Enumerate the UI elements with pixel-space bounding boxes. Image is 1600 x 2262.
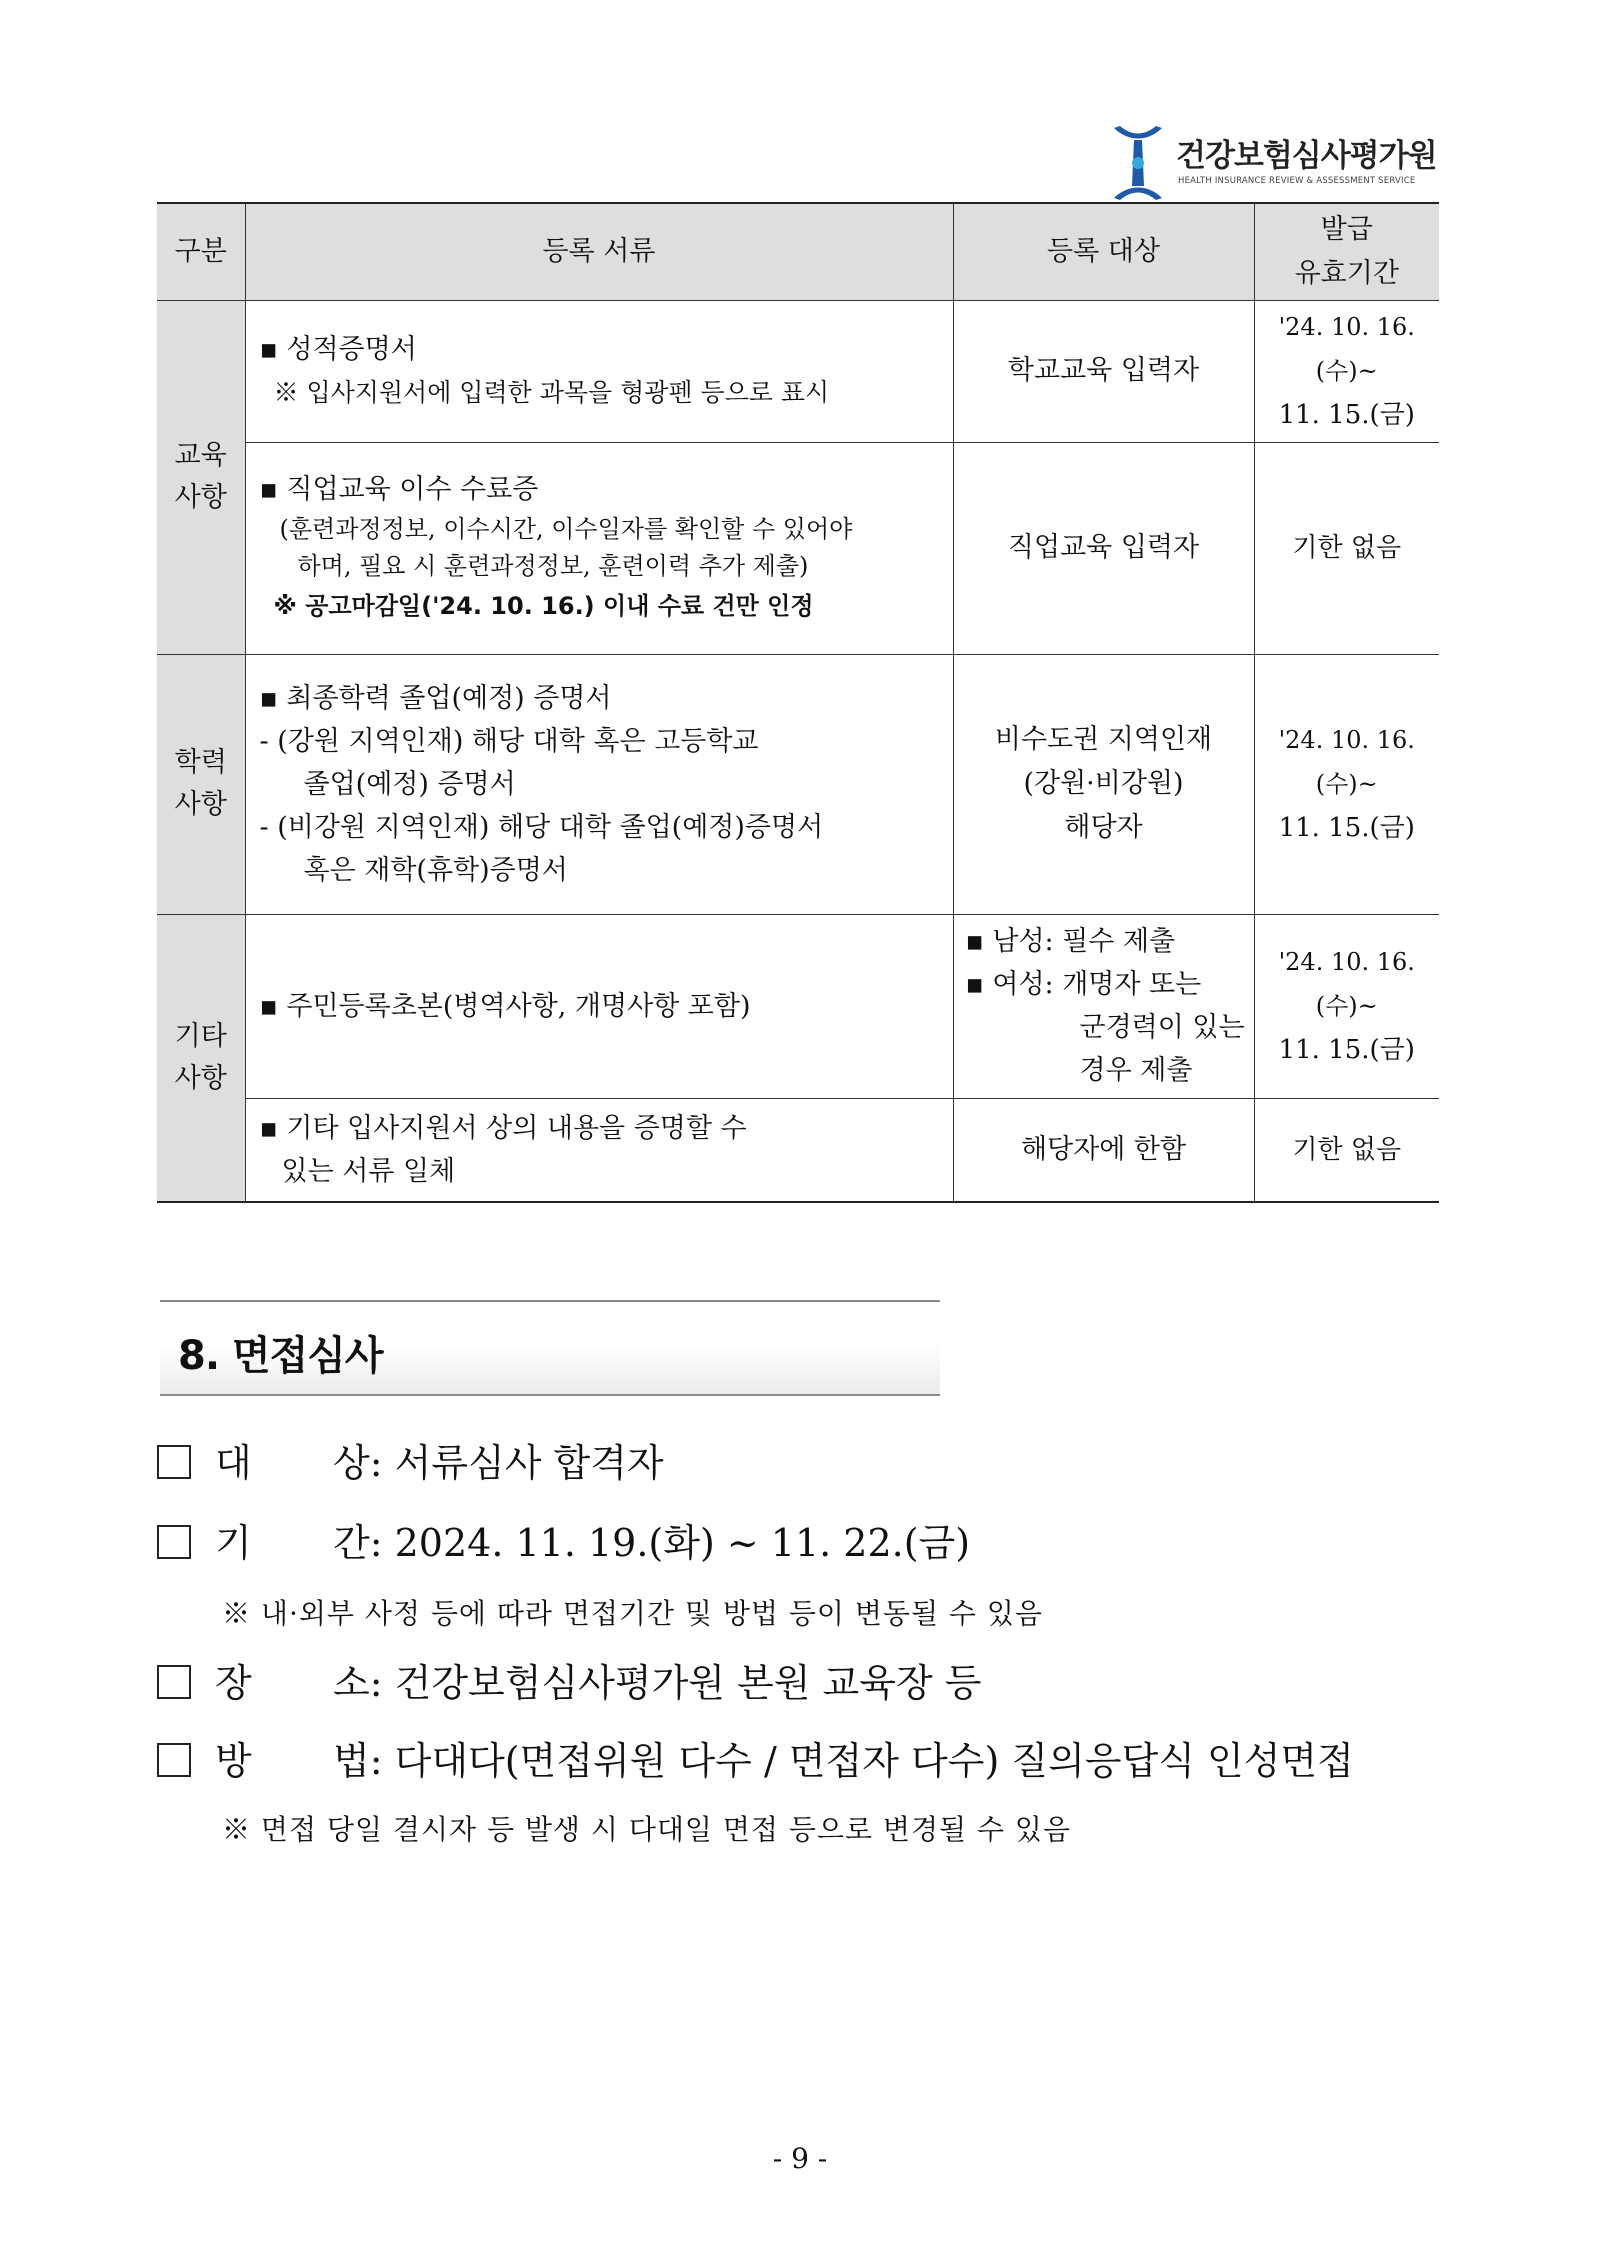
method-remark: ※ 면접 당일 결시자 등 발생 시 다대일 면접 등으로 변경될 수 있음 <box>222 1813 1072 1846</box>
validity-cell <box>1254 300 1439 442</box>
target-line: 군경력이 있는 <box>1079 1012 1245 1043</box>
item-label: 대 <box>215 1441 252 1485</box>
document-cell <box>245 300 953 442</box>
target-line: 해당자 <box>1064 812 1143 843</box>
document-cell <box>245 654 953 914</box>
checkbox-icon <box>157 1665 191 1699</box>
header-validity-line1: 발급 <box>1320 213 1373 245</box>
document-detail: 졸업(예정) 증명서 <box>303 768 516 800</box>
document-detail: - (비강원 지역인재) 해당 대학 졸업(예정)증명서 <box>259 811 824 843</box>
interview-method-item <box>157 1730 1354 1785</box>
document-note: ※ 공고마감일('24. 10. 16.) 이내 수료 건만 인정 <box>273 592 814 620</box>
category-academic <box>157 654 245 914</box>
table-row <box>157 300 1439 442</box>
table-row <box>157 1098 1439 1202</box>
category-text: 학력 <box>174 747 227 778</box>
category-text: 사항 <box>174 1062 227 1094</box>
required-documents-table <box>157 202 1439 1203</box>
interview-location-item <box>157 1652 981 1707</box>
table-row <box>157 654 1439 914</box>
item-label: 장 <box>215 1661 252 1705</box>
org-logo <box>1110 124 1450 202</box>
target-cell <box>953 914 1254 1098</box>
document-detail: 혹은 재학(휴학)증명서 <box>303 854 568 886</box>
validity-cell: 기한 없음 <box>1254 442 1439 654</box>
interview-period-item <box>157 1512 970 1567</box>
validity-start: '24. 10. 16.(수)~ <box>1278 313 1415 385</box>
document-title: ▪ 직업교육 이수 수료증 <box>259 474 539 505</box>
item-label: 법: <box>333 1739 383 1783</box>
target-line: 경우 제출 <box>1079 1055 1193 1086</box>
header-target: 등록 대상 <box>953 203 1254 300</box>
table-row <box>157 914 1439 1098</box>
document-note: ※ 입사지원서에 입력한 과목을 형광펜 등으로 표시 <box>273 378 830 407</box>
validity-end: 11. 15.(금) <box>1278 813 1415 843</box>
target-line: 비수도권 지역인재 <box>994 724 1213 755</box>
checkbox-icon <box>157 1743 191 1777</box>
item-label: 방 <box>215 1739 252 1783</box>
header-documents: 등록 서류 <box>245 203 953 300</box>
document-title: ▪ 기타 입사지원서 상의 내용을 증명할 수 <box>259 1112 747 1144</box>
category-text: 사항 <box>174 482 227 513</box>
target-cell: 해당자에 한함 <box>953 1098 1254 1202</box>
validity-start: '24. 10. 16.(수)~ <box>1278 948 1415 1020</box>
category-other <box>157 914 245 1202</box>
document-cell <box>245 442 953 654</box>
document-detail: 있는 서류 일체 <box>281 1155 456 1187</box>
category-education <box>157 300 245 654</box>
target-line: ▪ 여성: 개명자 또는 <box>965 969 1202 1000</box>
validity-cell: 기한 없음 <box>1254 1098 1439 1202</box>
target-cell <box>953 654 1254 914</box>
interview-target-item <box>157 1432 664 1487</box>
item-label: 기 <box>215 1521 252 1565</box>
item-label: 간: <box>333 1521 383 1565</box>
item-value: 2024. 11. 19.(화) ~ 11. 22.(금) <box>394 1521 971 1565</box>
table-header-row <box>157 203 1439 300</box>
header-category: 구분 <box>157 203 245 300</box>
logo-name: 건강보험심사평가원 <box>1176 138 1437 174</box>
validity-end: 11. 15.(금) <box>1278 400 1415 430</box>
target-cell: 학교교육 입력자 <box>953 300 1254 442</box>
validity-start: '24. 10. 16.(수)~ <box>1278 726 1415 798</box>
header-validity <box>1254 203 1439 300</box>
page-number: - 9 - <box>772 2142 828 2175</box>
document-detail: - (강원 지역인재) 해당 대학 혹은 고등학교 <box>259 725 759 757</box>
logo-subtitle: HEALTH INSURANCE REVIEW & ASSESSMENT SERVICE <box>1178 176 1416 186</box>
document-title: ▪ 최종학력 졸업(예정) 증명서 <box>259 682 612 714</box>
category-text: 기타 <box>174 1020 227 1052</box>
item-label: 상: <box>333 1441 383 1485</box>
logo-mark-icon <box>1110 124 1166 202</box>
period-remark: ※ 내·외부 사정 등에 따라 면접기간 및 방법 등이 변동될 수 있음 <box>222 1597 1043 1630</box>
item-value: 건강보험심사평가원 본원 교육장 등 <box>394 1661 982 1705</box>
document-cell: ▪ 주민등록초본(병역사항, 개명사항 포함) <box>245 914 953 1098</box>
validity-cell <box>1254 914 1439 1098</box>
document-cell <box>245 1098 953 1202</box>
target-line: (강원·비강원) <box>1023 768 1184 799</box>
section-header <box>160 1300 940 1396</box>
checkbox-icon <box>157 1445 191 1479</box>
target-cell: 직업교육 입력자 <box>953 442 1254 654</box>
document-title: ▪ 성적증명서 <box>259 334 417 365</box>
section-title: 8. 면접심사 <box>178 1333 383 1379</box>
validity-cell <box>1254 654 1439 914</box>
checkbox-icon <box>157 1525 191 1559</box>
header-validity-line2: 유효기간 <box>1294 257 1399 289</box>
table-row <box>157 442 1439 654</box>
category-text: 사항 <box>174 789 227 820</box>
item-value: 다대다(면접위원 다수 / 면접자 다수) 질의응답식 인성면접 <box>394 1739 1354 1783</box>
item-value: 서류심사 합격자 <box>394 1441 664 1485</box>
target-line: ▪ 남성: 필수 제출 <box>965 926 1176 957</box>
document-detail: 하며, 필요 시 훈련과정정보, 훈련이력 추가 제출) <box>297 552 809 580</box>
item-label: 소: <box>333 1661 383 1705</box>
document-detail: (훈련과정정보, 이수시간, 이수일자를 확인할 수 있어야 <box>279 515 853 543</box>
validity-end: 11. 15.(금) <box>1278 1035 1415 1065</box>
category-text: 교육 <box>174 440 227 471</box>
